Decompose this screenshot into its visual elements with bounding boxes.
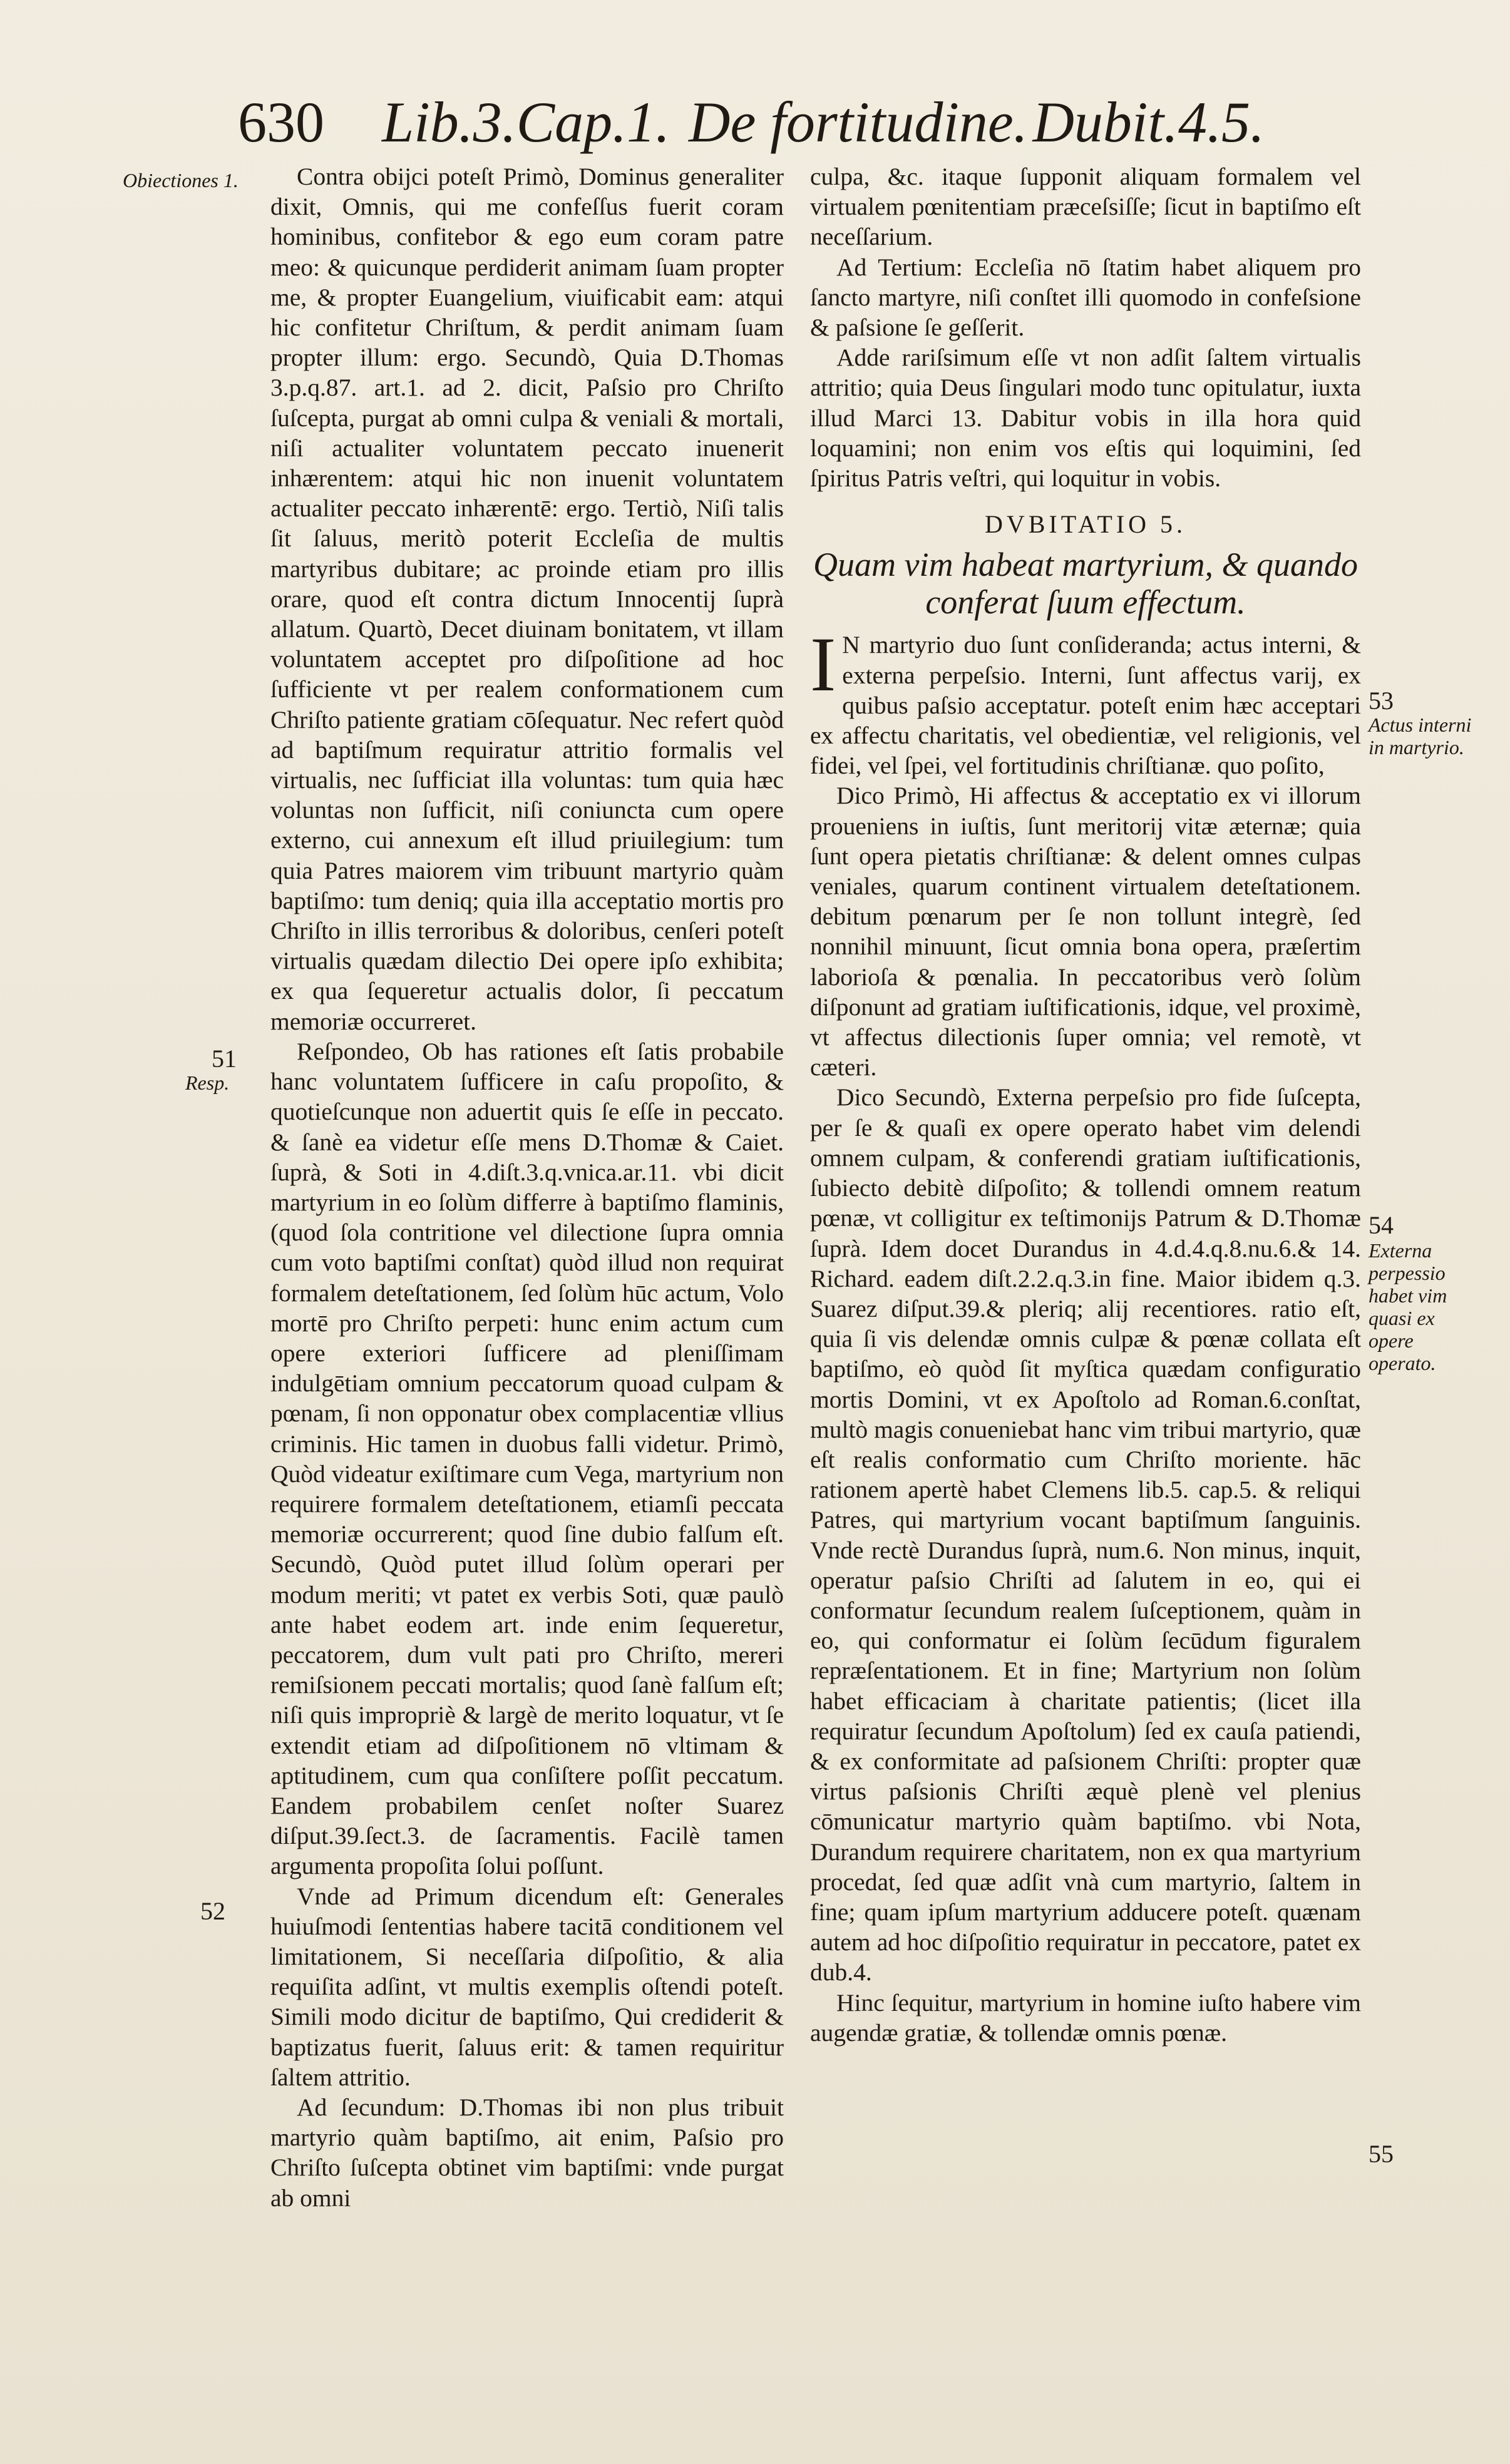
paragraph-dico-primo: Dico Primò, Hi affectus & acceptatio ex vi illorum proueniens in iuſtis, ſunt meritorij vitæ æternæ; quia ſunt opera pietatis chriſtianæ: & delent omnes culpas veniales, quarum continent virtualem deteſtationem. debitum pœnarum per ſe non tollunt integrè, ſed nonnihil minuunt, ſicut omnia bona opera, præſertim laborioſa & pœnalia. In peccatoribus verò ſolùm diſponunt ad gratiam iuſtificationis, idque, vel proximè, vt affectus dilectionis ſuper omnia; vel remotè, vt cæteri. [810,782,1361,1081]
margin-note-resp: Resp. [185,1071,230,1094]
drop-cap: I [810,621,836,708]
paragraph-in-martyrio-text: N martyrio duo ſunt conſideranda; actus interni, & externa perpeſsio. Interni, ſunt affectus varij, ex quibus paſsio acceptatur. poteſt enim hæc acceptari ex affectu charitatis, vel obedientiæ, vel religionis, vel fidei, vel ſpei, vel fortitudinis chriſtianæ. quo poſito, [810,631,1361,780]
paragraph-adde: Adde rariſsimum eſſe vt non adſit ſaltem virtualis attritio; quia Deus ſingulari modo tunc opitulatur, iuxta illud Marci 13. Dabitur vobis in illa hora quid loquamini; non enim vos eſtis qui loquimini, ſed ſpiritus Patris veſtri, qui loquitur in vobis. [810,344,1361,493]
paragraph-respondeo: Reſpondeo, Ob has rationes eſt ſatis probabile hanc voluntatem ſufficere in caſu propoſito, & quotieſcunque non aduertit quis ſe eſſe in peccato. & ſanè ea videtur eſſe mens D.Thomæ & Caiet. ſuprà, & Soti in 4.diſt.3.q.vnica.ar.11. vbi dicit martyrium in eo ſolùm differre à baptiſmo flaminis, (quod ſola contritione vel dilectione ſupra omnia cum voto baptiſmi conſtat) quòd illud non requirat formalem deteſtationem, ſed ſolùm hūc actum, Volo mortē pro Chriſto perpeti: hunc enim actum cum opere exteriori ſufficere ad pleniſſimam indulgētiam omnium peccatorum quoad culpam & pœnam, ſi non opponatur obex complacentiæ vllius criminis. Hic tamen in duobus falli videtur. Primò, Quòd videatur exiſtimare cum Vega, martyrium non requirere formalem deteſtationem, etiamſi peccata memoriæ occurrerent; quod ſine dubio falſum eſt. Secundò, Quòd putet illud ſolùm operari per modum meriti; vt patet ex verbis Soti, quæ paulò ante habet eodem art. inde enim ſequeretur, peccatorem, dum vult pati pro Chriſto, mereri remiſsionem peccati mortalis; quod ſanè falſum eſt; niſi quis impropriè & largè de merito loquatur, vt ſe extendit etiam ad diſpoſitionem nō vltimam & aptitudinem, cum qua conſiſtere poſſit peccatum. Eandem probabilem cenſet noſter Suarez diſput.39.ſect.3. de ſacramentis. Facilè tamen argumenta propoſita ſolui poſſunt. [270,1037,784,1880]
section-label: Dubit.4.5. [1032,90,1265,154]
paragraph-ad-tertium: Ad Tertium: Eccleſia nō ſtatim habet aliquem pro ſancto martyre, niſi conſtet illi quomodo in confeſsione & paſsione ſe geſſerit. [810,253,1361,342]
margin-note-actus-interni: Actus interni in martyrio. [1369,713,1472,759]
margin-number-55: 55 [1369,2140,1394,2168]
page-number: 630 [238,90,324,154]
paragraph-objections: Contra obijci poteſt Primò, Dominus generaliter dixit, Omnis, qui me confeſſus fuerit coram hominibus, confitebor & ego eum coram patre meo: & quicunque perdiderit animam ſuam propter me, & propter Euangelium, viuificabit eam: atqui hic confitetur Chriſtum, & perdit animam ſuam propter illum: ergo. Secundò, Quia D.Thomas 3.p.q.87. art.1. ad 2. dicit, Paſsio pro Chriſto ſuſcepta, purgat ab omni culpa & veniali & mortali, niſi actualiter voluntatem peccato inuenerit inhærentem: atqui hic non inuenit voluntatem actualiter peccato inhærentē: ergo. Tertiò, Niſi talis ſit ſaluus, meritò poterit Eccleſia de multis martyribus dubitare; ac proinde etiam pro illis orare, quod eſt contra dictum Innocentij ſuprà allatum. Quartò, Decet diuinam bonitatem, vt illam voluntatem acceptet pro diſpoſitione ad hoc ſufficiente vt per realem conformationem cum Chriſto patiente gratiam cōſequatur. Nec refert quòd ad baptiſmum requiratur attritio formalis vel virtualis, nec ſufficiat illa voluntas: tum quia hæc voluntas non ſufficit, niſi coniuncta cum opere externo, cui annexum eſt illud priuilegium: tum quia Patres maiorem vim tribuunt martyrio quàm baptiſmo: tum deniq; quia illa acceptatio mortis pro Chriſto in illis terroribus & doloribus, cenſeri poteſt virtualis quædam dilectio Dei opere ipſo exhibita; ex qua ſequeretur actualis dolor, ſi peccatum memoriæ occurreret. [270,163,784,1035]
left-column [270,161,784,2213]
dubitatio-heading: DVBITATIO 5. [984,510,1187,539]
margin-number-51: 51 [212,1045,237,1073]
paragraph-dico-secundo: Dico Secundò, Externa perpeſsio pro fide ſuſcepta, per ſe & quaſi ex opere operato habet vim delendi omnem culpam, & conferendi gratiam iuſtificationis, ſubiecto debitè diſpoſito; & tollendi omnem reatum pœnæ, vt colligitur ex teſtimonijs Patrum & D.Thomæ ſuprà. Idem docet Durandus in 4.d.4.q.8.nu.6.& 14. Richard. eadem diſt.2.2.q.3.in fine. Maior ibidem q.3. Suarez diſput.39.& pleriq; alij recentiores. ratio eſt, quia ſi vis delendæ omnis culpæ & pœnæ collata eſt baptiſmo, eò quòd ſit myſtica quædam configuratio mortis Domini, vt ex Apoſtolo ad Roman.6.conſtat, multò magis conueniebat hanc vim tribui martyrio, quæ eſt realis conformatio cum Chriſto moriente. hāc rationem apertè habet Clemens lib.5. cap.5. & reliqui Patres, qui martyrium vocant baptiſmum ſanguinis. Vnde rectè Durandus ſuprà, num.6. Non minus, inquit, operatur paſsio Chriſti ad ſalutem in eo, qui ei conformatur ſecundum realem ſuſceptionem, quàm in eo, qui conformatur ei ſolùm ſecūdum figuralem repræſentationem. Et in fine; Martyrium non ſolùm habet efficaciam à charitate patientis; (licet illa requiratur ſecundum Apoſtolum) ſed ex cauſa patiendi, & ex conformitate ad paſsionem Chriſti: propter quæ virtus paſsionis Chriſti æquè plenè vel plenius cōmunicatur martyrio quàm baptiſmo. vbi Nota, Durandum requirere charitatem, non ex qua martyrium procedat, ſed quæ adſit vnà cum martyrio, ſaltem in fine; quam ipſum martyrium adducere poteſt. quænam autem ad hoc diſpoſitio requiratur in peccatore, patet ex dub.4. [810,1083,1361,1986]
running-header [238,88,1265,156]
right-column [810,161,1361,2048]
margin-note-objections: Obiectiones 1. [123,169,239,192]
dubitatio-title: Quam vim habeat martyrium, & quando conferat ſuum effectum. [813,546,1358,621]
margin-note-externa-perpessio: Externa perpessio habet vim quasi ex opere operato. [1369,1239,1447,1374]
running-title: De fortitudine. [689,90,1028,154]
book-chapter: Lib.3.Cap.1. [382,90,670,154]
paragraph-hinc-sequitur: Hinc ſequitur, martyrium in homine iuſto habere vim augendæ gratiæ, & tollendæ omnis pœnæ. [810,1988,1361,2047]
margin-number-53: 53 [1369,687,1394,715]
paragraph-in-martyrio [810,621,1361,780]
paragraph-continuation: culpa, &c. itaque ſupponit aliquam formalem vel virtualem pœnitentiam præceſsiſſe; ſicut in baptiſmo eſt neceſſarium. [810,163,1361,251]
margin-number-52: 52 [200,1897,225,1925]
margin-number-54: 54 [1369,1211,1394,1239]
paragraph-ad-primum: Vnde ad Primum dicendum eſt: Generales huiuſmodi ſententias habere tacitā conditionem vel limitationem, Si neceſſaria diſpoſitio, & alia requiſita adſint, vt multis exemplis oſtendi poteſt. Simili modo dicitur de baptiſmo, Qui crediderit & baptizatus fuerit, ſaluus erit: & tamen requiritur ſaltem attritio. [270,1882,784,2091]
paragraph-ad-secundum: Ad ſecundum: D.Thomas ibi non plus tribuit martyrio quàm baptiſmo, ait enim, Paſsio pro Chriſto ſuſcepta obtinet vim baptiſmi: vnde purgat ab omni [270,2093,784,2212]
